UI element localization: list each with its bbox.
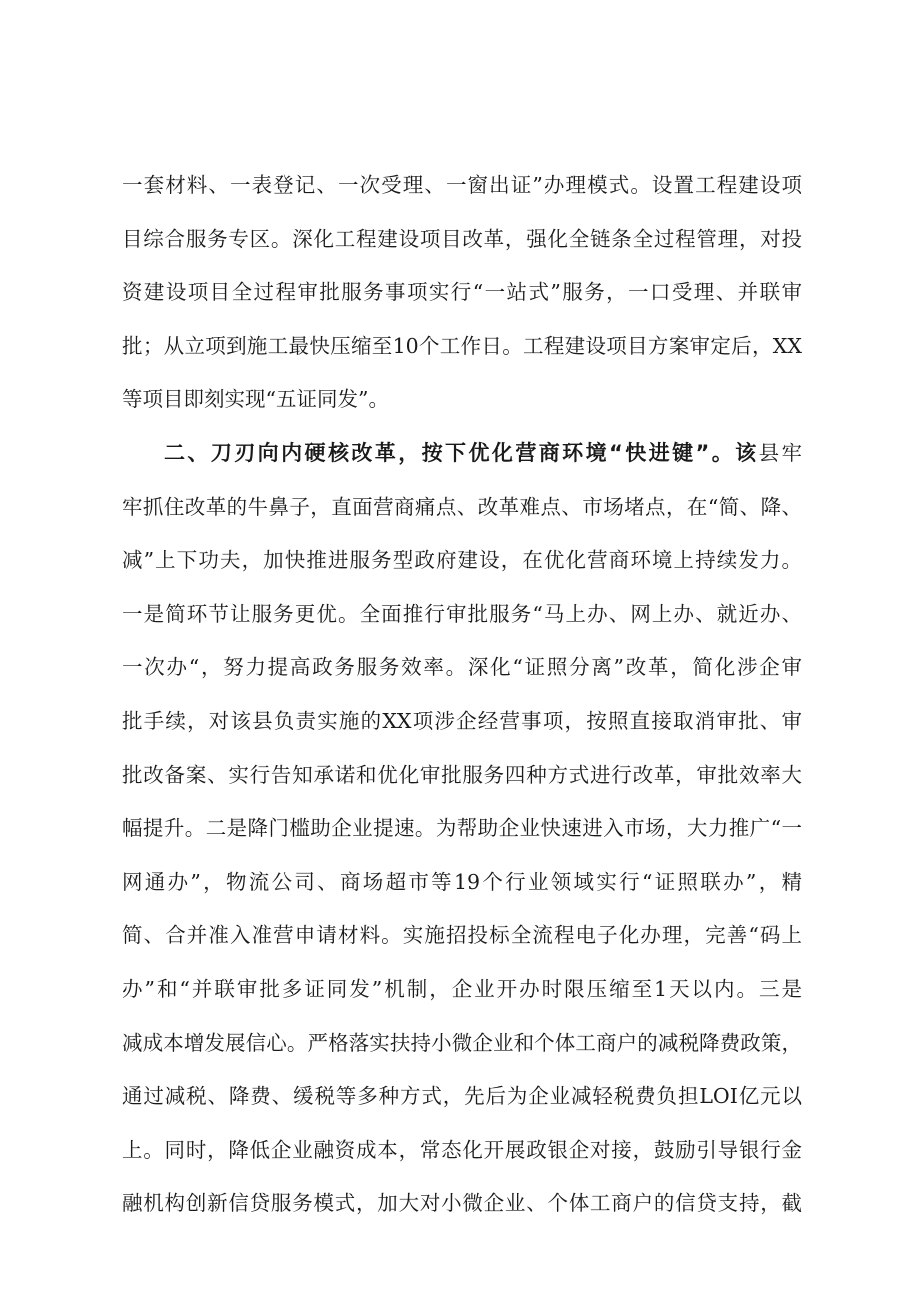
paragraph-line: 批手续，对该县负责实施的XX项涉企经营事项，按照直接取消审批、审	[122, 708, 802, 733]
paragraph-line: 牢抓住改革的牛鼻子，直面营商痛点、改革难点、市场堵点，在“简、降、	[122, 494, 802, 519]
section-heading: 二、刀刃向内硬核改革，按下优化营商环境“快进键”。该	[164, 440, 759, 465]
paragraph-line: 上。同时，降低企业融资成本，常态化开展政银企对接，鼓励引导银行金	[122, 1137, 802, 1162]
paragraph-line: 办”和“并联审批多证同发”机制，企业开办时限压缩至1天以内。三是	[122, 976, 802, 1001]
paragraph-line: 目综合服务专区。深化工程建设项目改革，强化全链条全过程管理，对投	[122, 226, 802, 251]
paragraph-line: 等项目即刻实现“五证同发”。	[122, 387, 389, 412]
paragraph-line: 资建设项目全过程审批服务事项实行“一站式”服务，一口受理、并联审	[122, 280, 802, 305]
paragraph-line: 减”上下功夫，加快推进服务型政府建设，在优化营商环境上持续发力。	[122, 548, 802, 573]
paragraph-line: 批；从立项到施工最快压缩至10个工作日。工程建设项目方案审定后，XX	[122, 333, 802, 358]
paragraph-line: 通过减税、降费、缓税等多种方式，先后为企业减轻税费负担LOI亿元以	[122, 1084, 802, 1109]
paragraph-line: 简、合并准入准营申请材料。实施招投标全流程电子化办理，完善“码上	[122, 923, 802, 948]
section-heading-tail: 县牢	[758, 440, 802, 465]
paragraph-line: 融机构创新信贷服务模式，加大对小微企业、个体工商户的信贷支持，截	[122, 1191, 802, 1216]
document-body	[122, 159, 802, 1231]
paragraph-line: 一是简环节让服务更优。全面推行审批服务“马上办、网上办、就近办、	[122, 601, 802, 626]
section-heading-line	[122, 427, 802, 481]
paragraph-line: 批改备案、实行告知承诺和优化审批服务四种方式进行改革，审批效率大	[122, 762, 802, 787]
paragraph-line: 幅提升。二是降门槛助企业提速。为帮助企业快速进入市场，大力推广“一	[122, 816, 802, 841]
paragraph-line: 减成本增发展信心。严格落实扶持小微企业和个体工商户的减税降费政策，	[122, 1030, 802, 1055]
paragraph-line: 网通办”，物流公司、商场超市等19个行业领域实行“证照联办”，精	[122, 869, 802, 894]
paragraph-line: 一套材料、一表登记、一次受理、一窗出证”办理模式。设置工程建设项	[122, 173, 802, 197]
paragraph-line: 一次办“，努力提高政务服务效率。深化“证照分离”改革，简化涉企审	[122, 655, 802, 680]
